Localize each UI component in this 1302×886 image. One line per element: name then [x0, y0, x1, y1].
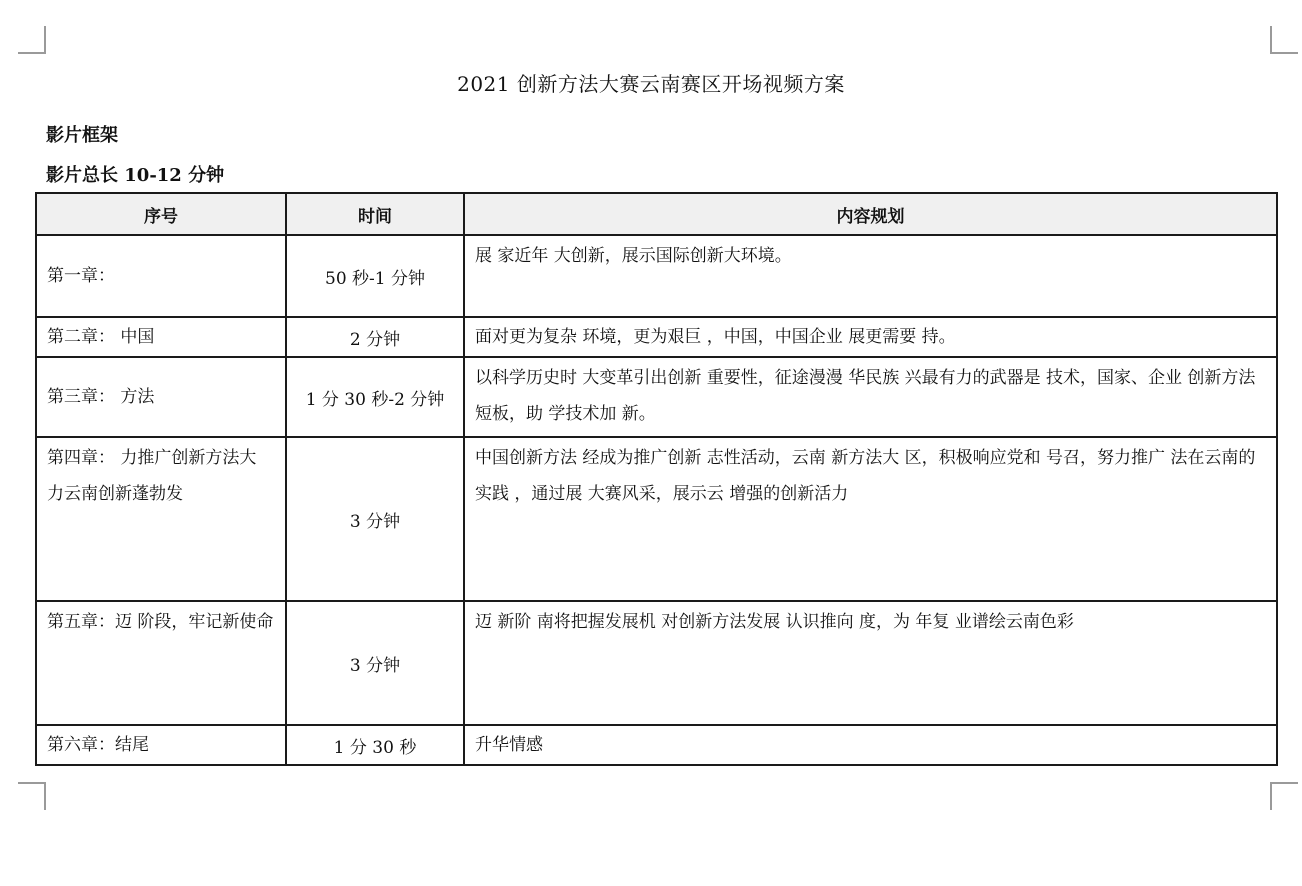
- page-corner-mark-top-right: [1270, 26, 1298, 54]
- chapter-cell: 第四章： 力推广创新方法大 力云南创新蓬勃发: [36, 437, 286, 601]
- table-row: [36, 601, 1277, 725]
- section-heading: 影片框架: [46, 125, 118, 146]
- table-row: [36, 437, 1277, 601]
- page-corner-mark-bottom-right: [1270, 782, 1298, 810]
- time-cell: 3 分钟: [286, 601, 464, 725]
- content-cell: 升华情感: [464, 725, 1277, 765]
- chapter-cell: 第六章：结尾: [36, 725, 286, 765]
- time-cell: 1 分 30 秒: [286, 725, 464, 765]
- chapter-cell: 第三章： 方法: [36, 357, 286, 437]
- table-row: [36, 725, 1277, 765]
- column-header-number: 序号: [36, 193, 286, 235]
- content-cell: 以科学历史时 大变革引出创新 重要性，征途漫漫 华民族 兴最有力的武器是 技术，国家、企业 创新方法短板，助 学技术加 新。: [464, 357, 1277, 437]
- time-cell: 50 秒-1 分钟: [286, 235, 464, 317]
- content-cell: 展 家近年 大创新，展示国际创新大环境。: [464, 235, 1277, 317]
- table-row: [36, 317, 1277, 357]
- video-plan-table: [35, 192, 1278, 766]
- chapter-cell: 第五章：迈 阶段，牢记新使命: [36, 601, 286, 725]
- document-title: 2021 创新方法大赛云南赛区开场视频方案: [457, 72, 845, 96]
- content-cell: 面对更为复杂 环境，更为艰巨 ，中国，中国企业 展更需要 持。: [464, 317, 1277, 357]
- chapter-cell: 第二章： 中国: [36, 317, 286, 357]
- time-cell: 2 分钟: [286, 317, 464, 357]
- table-row: [36, 235, 1277, 317]
- total-length-heading: 影片总长 10-12 分钟: [46, 165, 225, 186]
- chapter-cell: 第一章：: [36, 235, 286, 317]
- content-cell: 中国创新方法 经成为推广创新 志性活动，云南 新方法大 区，积极响应党和 号召，努力推广 法在云南的实践 ，通过展 大赛风采，展示云 增强的创新活力: [464, 437, 1277, 601]
- time-cell: 3 分钟: [286, 437, 464, 601]
- column-header-time: 时间: [286, 193, 464, 235]
- content-cell: 迈 新阶 南将把握发展机 对创新方法发展 认识推向 度，为 年复 业谱绘云南色彩: [464, 601, 1277, 725]
- page-corner-mark-bottom-left: [18, 782, 46, 810]
- page-corner-mark-top-left: [18, 26, 46, 54]
- time-cell: 1 分 30 秒-2 分钟: [286, 357, 464, 437]
- table-header-row: [36, 193, 1277, 235]
- column-header-content: 内容规划: [464, 193, 1277, 235]
- table-row: [36, 357, 1277, 437]
